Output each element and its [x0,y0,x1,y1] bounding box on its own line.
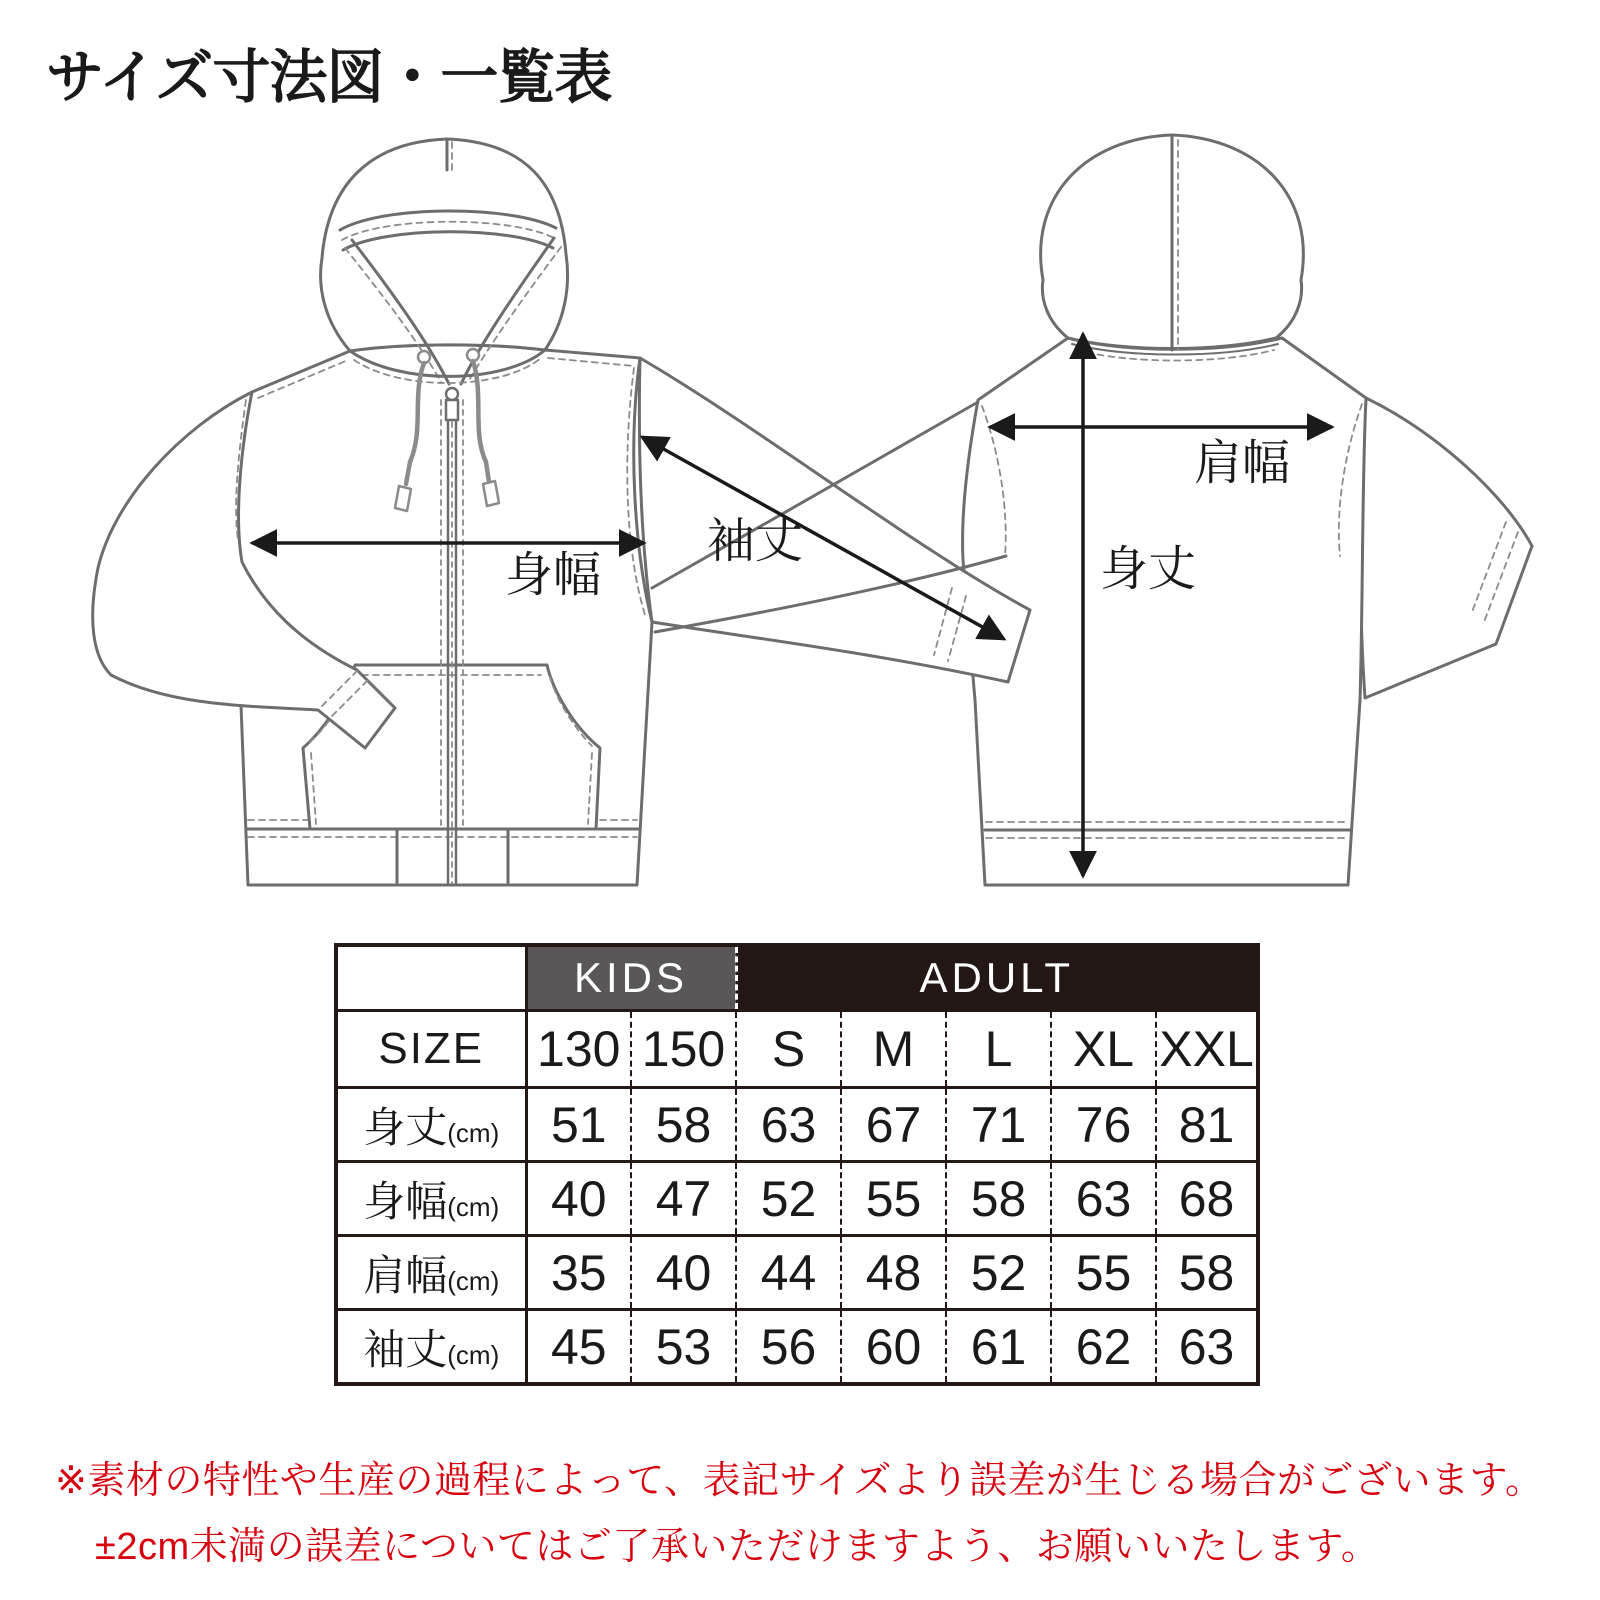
value-cell: 68 [1156,1162,1258,1236]
label-body-length: 身丈 [1100,543,1197,596]
value-cell: 44 [736,1236,841,1310]
value-cell: 58 [1156,1236,1258,1310]
value-cell: 58 [946,1162,1051,1236]
footnote [55,1448,1575,1580]
value-cell: 52 [736,1162,841,1236]
value-cell: 55 [841,1162,946,1236]
value-cell: 71 [946,1088,1051,1162]
value-cell: 40 [631,1236,736,1310]
value-cell: 67 [841,1088,946,1162]
value-cell: 60 [841,1310,946,1385]
value-cell: 76 [1051,1088,1156,1162]
value-cell: 48 [841,1236,946,1310]
back-hoodie-drawing [963,135,1532,885]
size-cell: S [736,1011,841,1088]
size-cell: M [841,1011,946,1088]
corner-cell [336,945,526,1011]
value-cell: 63 [1051,1162,1156,1236]
size-table [334,943,1260,1386]
value-cell: 62 [1051,1310,1156,1385]
table-row-sleeve-length [336,1310,1258,1385]
value-cell: 35 [526,1236,631,1310]
value-cell: 63 [1156,1310,1258,1385]
group-header-row [336,945,1258,1011]
value-cell: 45 [550,1318,607,1375]
row-label: 身丈(cm) [336,1088,526,1162]
row-label: 肩幅(cm) [336,1236,526,1310]
value-cell: 55 [1051,1236,1156,1310]
footnote-line-1: ※素材の特性や生産の過程によって、表記サイズより誤差が生じる場合がございます。 [55,1460,1544,1502]
adult-group-header: ADULT [736,945,1258,1011]
value-cell: 53 [631,1310,736,1385]
table-row-body-length [336,1088,1258,1162]
size-cell: 150 [631,1011,736,1088]
table-row-shoulder-width [336,1236,1258,1310]
value-cell: 56 [736,1310,841,1385]
row-label: 袖丈(cm) [336,1310,526,1385]
value-cell: 51 [526,1088,631,1162]
value-cell: 52 [946,1236,1051,1310]
front-hoodie-drawing [93,139,1030,885]
value-cell: 58 [631,1088,736,1162]
size-header-row [336,1011,1258,1088]
size-cell: L [946,1011,1051,1088]
row-label: 身幅(cm) [336,1162,526,1236]
kids-group-header: KIDS [526,945,736,1011]
label-shoulder-width: 肩幅 [1194,437,1291,490]
value-cell: 63 [736,1088,841,1162]
label-sleeve-length: 袖丈 [707,515,804,568]
size-row-label: SIZE [336,1011,526,1088]
value-cell: 40 [526,1162,631,1236]
label-body-width: 身幅 [505,549,602,602]
back-right-sleeve [1361,398,1532,698]
size-cell: XL [1051,1011,1156,1088]
footnote-line-2: ±2cm未満の誤差についてはご了承いただけますよう、お願いいたします。 [95,1526,1380,1568]
value-cell: 61 [946,1310,1051,1385]
size-cell: 130 [526,1011,631,1088]
value-cell: 81 [1156,1088,1258,1162]
table-row-body-width [336,1162,1258,1236]
value-cell: 47 [631,1162,736,1236]
size-cell: XXL [1156,1011,1258,1088]
page-title: サイズ寸法図・一覧表 [46,45,612,110]
